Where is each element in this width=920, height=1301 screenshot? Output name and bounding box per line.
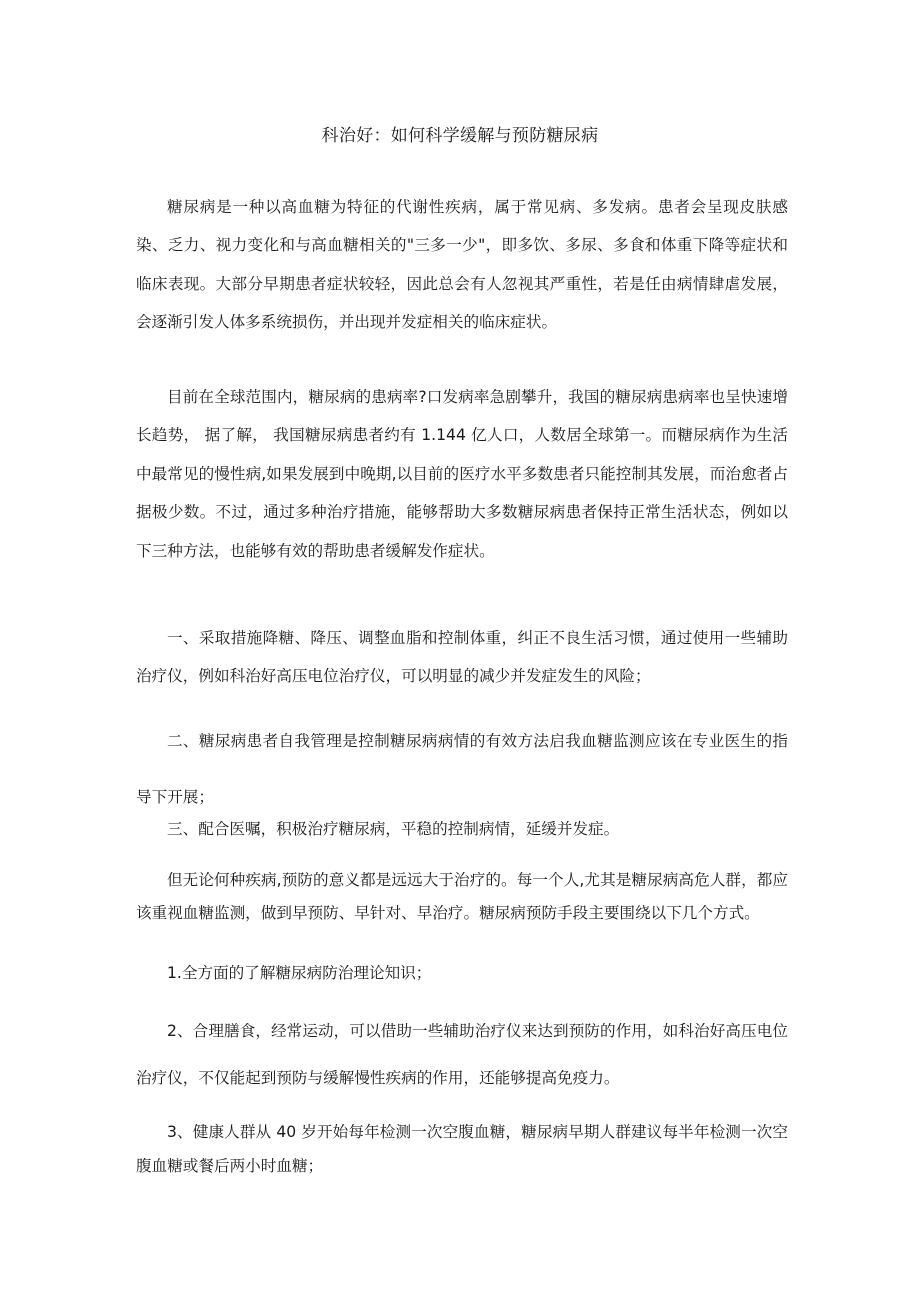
paragraph-method-2: 二、糖尿病患者自我管理是控制糖尿病病情的有效方法启我血糖监测应该在专业医生的指导下开展； (136, 731, 788, 806)
paragraph-method-3: 三、配合医嘱，积极治疗糖尿病，平稳的控制病情，延缓并发症。 (167, 819, 620, 838)
paragraph-prevention-1: 1.全方面的了解糖尿病防治理论知识； (167, 963, 432, 982)
paragraph-prevention-3: 3、健康人群从 40 岁开始每年检测一次空腹血糖，糖尿病早期人群建议每半年检测一次空腹血糖或餐后两小时血糖； (136, 1122, 788, 1175)
paragraph-method-1: 一、采取措施降糖、降压、调整血脂和控制体重，纠正不良生活习惯，通过使用一些辅助治疗仪，例如科治好高压电位治疗仪，可以明显的减少并发症发生的风险； (136, 628, 788, 686)
paragraph-prevention-2: 2、合理膳食，经常运动，可以借助一些辅助治疗仪来达到预防的作用，如科治好高压电位治疗仪，不仅能起到预防与缓解慢性疾病的作用，还能够提高免疫力。 (136, 1021, 788, 1087)
document-title: 科治好：如何科学缓解与预防糖尿病 (321, 126, 599, 146)
paragraph-prevalence: 目前在全球范围内，糖尿病的患病率?口发病率急剧攀升，我国的糖尿病患病率也呈快速增长趋势， 据了解， 我国糖尿病患者约有 1.144 亿人口，人数居全球第一。而糖尿病作为生活中最常见的慢性病,如果发展到中晚期,以目前的医疗水平多数患者只能控制其发展，而治愈者占据极少数。不过，通过多种治疗措施，能够帮助大多数糖尿病患者保持正常生活状态，例如以下三种方法，也能够有效的帮助患者缓解发作症状。 (136, 387, 788, 560)
paragraph-intro: 糖尿病是一种以高血糖为特征的代谢性疾病，属于常见病、多发病。患者会呈现皮肤感染、乏力、视力变化和与高血糖相关的"三多一少"，即多饮、多尿、多食和体重下降等症状和临床表现。大部分早期患者症状较轻，因此总会有人忽视其严重性，若是任由病情肆虐发展，会逐渐引发人体多系统损伤，并出现并发症相关的临床症状。 (136, 197, 788, 332)
paragraph-prevention-intro: 但无论何种疾病,预防的意义都是远远大于治疗的。每一个人,尤其是糖尿病高危人群，都应该重视血糖监测，做到早预防、早针对、早治疗。糖尿病预防手段主要围绕以下几个方式。 (136, 870, 788, 922)
